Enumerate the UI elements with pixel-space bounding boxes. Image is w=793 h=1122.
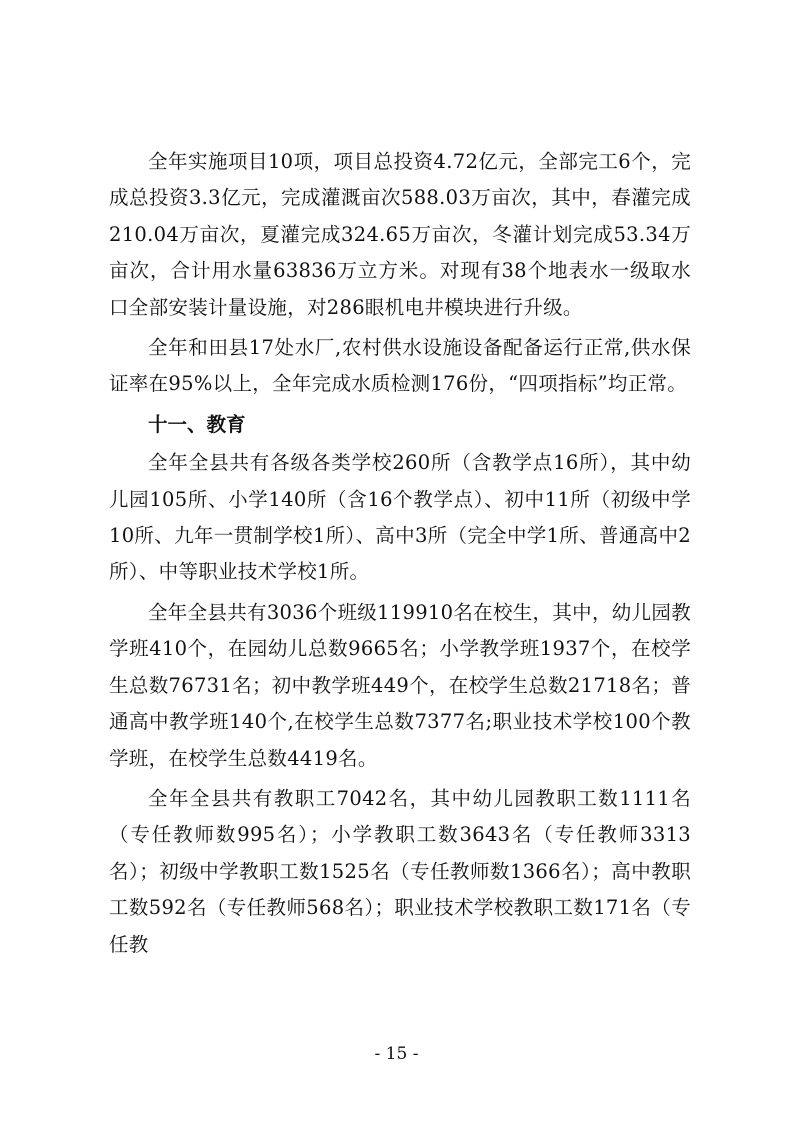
paragraph-schools: 全年全县共有各级各类学校260所（含教学点16所），其中幼儿园105所、小学140所（含16个教学点）、初中11所（初级中学10所、九年一贯制学校1所）、高中3所（完全中学1所、普通高中2所）、中等职业技术学校1所。 [109, 451, 691, 584]
paragraph-staff: 全年全县共有教职工7042名，其中幼儿园教职工数1111名（专任教师数995名）；小学教职工数3643名（专任教师3313名）；初级中学教职工数1525名（专任教师数1366名）；高中教职工数592名（专任教师568名）；职业技术学校教职工数171名（专任教 [109, 786, 691, 956]
section-heading-education: 十一、教育 [148, 412, 246, 436]
paragraph-students: 全年全县共有3036个班级119910名在校生，其中，幼儿园教学班410个，在园幼儿总数9665名；小学教学班1937个，在校学生总数76731名；初中教学班449个，在校学生总数21718名；普通高中教学班140个,在校学生总数7377名;职业技术学校100个教学班，在校学生总数4419名。 [109, 600, 691, 770]
paragraph-irrigation-projects: 全年实施项目10项，项目总投资4.72亿元，全部完工6个，完成总投资3.3亿元，完成灌溉亩次588.03万亩次，其中，春灌完成210.04万亩次，夏灌完成324.65万亩次，冬灌计划完成53.34万亩次，合计用水量63836万立方米。对现有38个地表水一级取水口全部安装计量设施，对286眼机电井模块进行升级。 [109, 150, 691, 319]
paragraph-water-supply: 全年和田县17处水厂,农村供水设施设备配备运行正常,供水保证率在95%以上，全年完成水质检测176份，“四项指标”均正常。 [109, 336, 691, 396]
page-content [109, 144, 691, 967]
page-number: - 15 - [374, 1044, 419, 1064]
